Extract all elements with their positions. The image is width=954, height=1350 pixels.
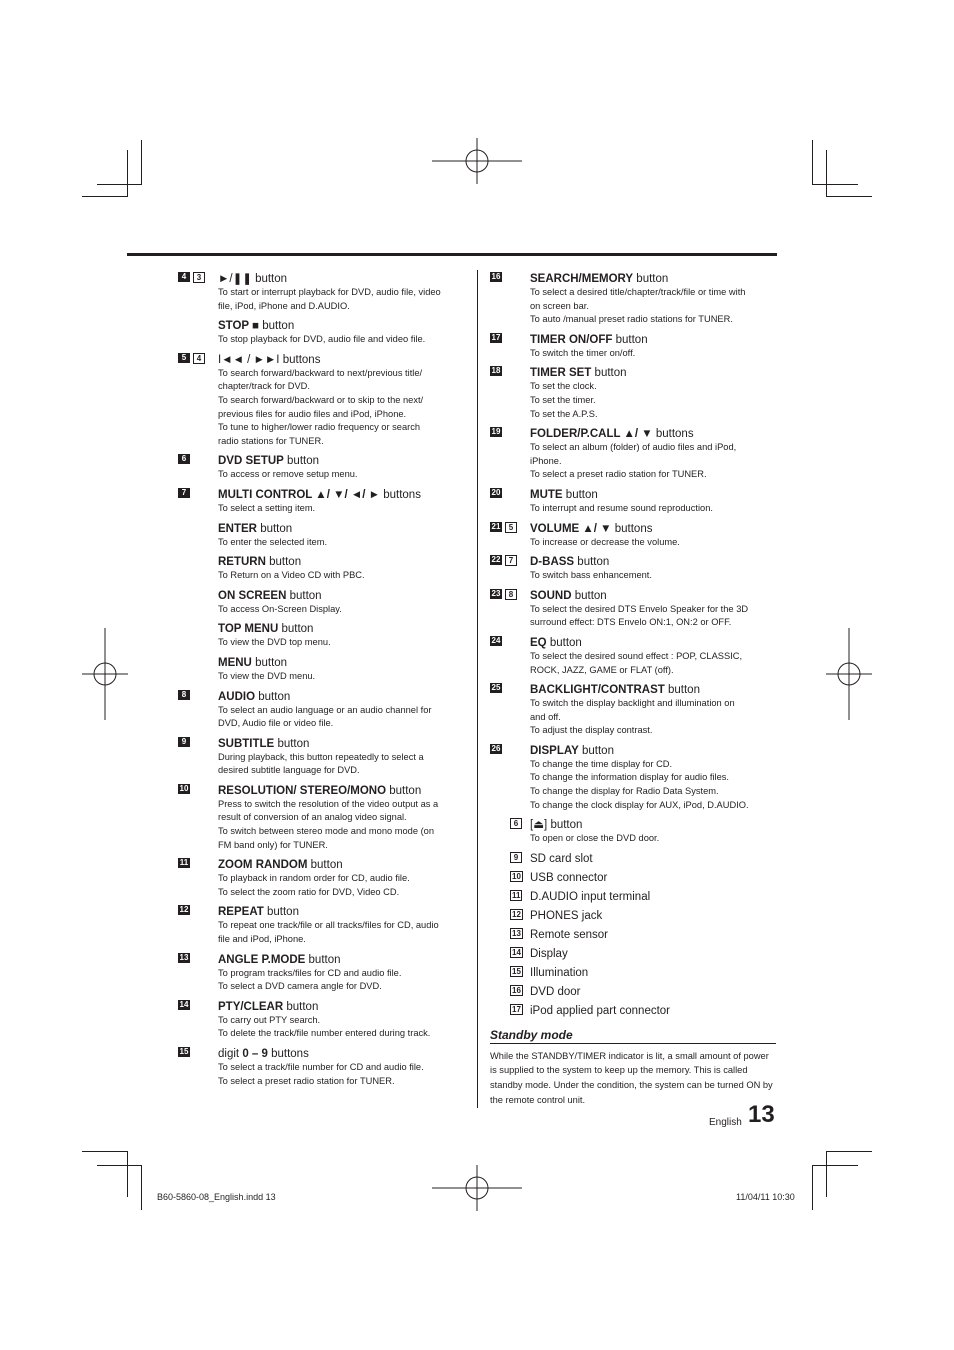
- button-entry: [178, 1047, 464, 1088]
- entry-desc-line: surround effect: DTS Envelo ON:1, ON:2 or OFF.: [530, 617, 732, 628]
- title-bold: RETURN: [218, 556, 266, 569]
- callout-badge: 9: [178, 737, 190, 747]
- entry-title: [530, 589, 780, 603]
- callout-badges: [490, 555, 517, 566]
- title-post: button: [636, 273, 669, 285]
- title-post: button: [565, 488, 598, 501]
- entry-desc-line: To select an audio language or an audio channel for: [218, 704, 432, 715]
- callout-badges: [178, 690, 190, 700]
- callout-badges: [490, 272, 502, 282]
- registration-mark: [82, 628, 128, 720]
- title-post: button: [262, 320, 295, 333]
- title-post: button: [286, 1000, 319, 1013]
- entry-desc-line: To change the clock display for AUX, iPod, D.AUDIO.: [530, 799, 749, 810]
- callout-badge: 5: [505, 522, 517, 533]
- callout-badges: [178, 353, 205, 364]
- button-entry: [490, 636, 780, 677]
- entry-desc-line: To select a track/file number for CD and audio file.: [218, 1062, 424, 1072]
- entry-title: [530, 683, 780, 697]
- entry-desc-line: To search forward/backward or to skip to the next/: [218, 394, 424, 405]
- callout-badges: [178, 737, 190, 747]
- entry-desc-line: To view the DVD top menu.: [218, 637, 331, 648]
- entry-title: [530, 272, 780, 286]
- crop-mark: [127, 150, 128, 196]
- entry-title: [218, 522, 464, 536]
- title-bold: SEARCH/MEMORY: [530, 273, 634, 285]
- entry-desc-line: To playback in random order for CD, audio file.: [218, 873, 410, 884]
- button-entry: [178, 319, 464, 347]
- entry-desc-line: To set the A.P.S.: [530, 408, 598, 419]
- entry-desc-line: To select a DVD camera angle for DVD.: [218, 981, 382, 992]
- entry-title: [218, 319, 464, 333]
- right-column: [490, 272, 780, 1107]
- button-entry: [490, 333, 780, 361]
- eject-entry: [490, 818, 780, 846]
- title-post: button: [582, 744, 614, 757]
- entry-desc-line: To change the display for Radio Data System.: [530, 786, 719, 797]
- button-entry: [178, 454, 464, 482]
- callout-badges: [178, 858, 190, 868]
- callout-badge: 16: [512, 985, 521, 995]
- entry-desc-line: radio stations for TUNER.: [218, 435, 324, 446]
- entry-desc-line: To interrupt and resume sound reproduction.: [530, 502, 713, 513]
- entry-title: [218, 555, 464, 569]
- footer-language: English: [709, 1117, 742, 1128]
- entry-title: [218, 737, 464, 751]
- title-post: buttons: [271, 1048, 309, 1060]
- callout-badge: 26: [491, 743, 501, 753]
- callout-badges: [490, 488, 502, 498]
- button-entry: [178, 272, 464, 313]
- footer-filename: B60-5860-08_English.indd 13: [157, 1192, 276, 1202]
- entry-desc-line: To repeat one track/file or all tracks/files for CD, audio: [218, 920, 439, 931]
- crop-mark: [141, 1165, 142, 1210]
- crop-mark: [141, 140, 142, 185]
- crop-mark: [812, 140, 813, 185]
- entry-title: [218, 488, 464, 502]
- entry-title: [218, 1047, 464, 1061]
- callout-badge: 8: [505, 589, 517, 600]
- entry-desc-line: To access or remove setup menu.: [218, 469, 358, 480]
- registration-mark: [826, 628, 872, 720]
- entry-desc-line: To view the DVD menu.: [218, 670, 316, 681]
- callout-badges: [178, 905, 190, 915]
- callout-badge: 7: [178, 488, 190, 498]
- entry-title: [218, 622, 464, 636]
- part-list-item: [490, 909, 780, 923]
- title-post: button: [289, 589, 322, 602]
- entry-desc-line: To switch the display backlight and illumination on: [530, 698, 735, 709]
- part-list-item: [490, 871, 780, 885]
- entry-desc-line: To program tracks/files for CD and audio file.: [218, 967, 402, 978]
- title-bold: ANGLE P.MODE: [218, 953, 306, 966]
- button-entry: [490, 427, 780, 482]
- callout-badge: 7: [505, 555, 517, 566]
- button-entry: [490, 589, 780, 630]
- title-post: buttons: [383, 488, 421, 501]
- button-entry: [490, 522, 780, 550]
- part-list-item: [490, 966, 780, 980]
- entry-desc-line: FM band only) for TUNER.: [218, 839, 328, 850]
- title-post: button: [277, 737, 310, 750]
- entry-title: [218, 589, 464, 603]
- callout-badge: 17: [491, 332, 501, 342]
- button-entry: [178, 589, 464, 617]
- entry-desc-line: To auto /manual preset radio stations for TUNER.: [530, 314, 733, 325]
- eject-desc: To open or close the DVD door.: [530, 833, 660, 844]
- button-entry: [178, 953, 464, 994]
- part-list-item: [490, 928, 780, 942]
- title-post: button: [255, 656, 288, 669]
- callout-badges: [178, 454, 190, 464]
- entry-title: [218, 858, 464, 872]
- title-bold: BACKLIGHT/CONTRAST: [530, 684, 665, 697]
- page-number: 13: [748, 1101, 775, 1128]
- title-bold: REPEAT: [218, 906, 264, 919]
- callout-badge: 13: [179, 952, 189, 962]
- callout-badge: 3: [193, 272, 205, 283]
- callout-badge: 20: [491, 487, 501, 497]
- title-post: button: [549, 636, 582, 649]
- title-post: button: [594, 367, 627, 380]
- registration-mark: [432, 138, 522, 184]
- entry-title: [530, 744, 780, 758]
- entry-desc-line: During playback, this button repeatedly to select a: [218, 751, 424, 762]
- part-label: Illumination: [530, 966, 589, 979]
- entry-desc-line: To search forward/backward to next/previous title/: [218, 367, 423, 378]
- title-icon: ►/❚❚: [218, 273, 252, 285]
- column-divider: [477, 270, 478, 1108]
- part-list-item: [490, 947, 780, 961]
- crop-mark: [127, 1151, 128, 1197]
- entry-title: [218, 784, 464, 798]
- button-entry: [490, 555, 780, 583]
- title-bold: VOLUME ▲/ ▼: [530, 522, 612, 535]
- title-post: button: [287, 455, 320, 468]
- callout-badge: 11: [512, 890, 521, 900]
- entry-title: [530, 636, 780, 650]
- entry-title: [218, 1000, 464, 1014]
- callout-badges: [490, 427, 502, 437]
- title-bold: ON SCREEN: [218, 589, 287, 602]
- crop-mark: [826, 196, 872, 197]
- title-post: button: [258, 690, 291, 703]
- button-entry: [490, 272, 780, 327]
- entry-desc-line: To select an album (folder) of audio files and iPod,: [530, 442, 737, 453]
- title-bold: DISPLAY: [530, 744, 579, 757]
- entry-desc-line: To tune to higher/lower radio frequency or search: [218, 422, 421, 433]
- entry-desc-line: To select the zoom ratio for DVD, Video CD.: [218, 886, 400, 897]
- entry-desc-line: To enter the selected item.: [218, 536, 328, 547]
- title-post: button: [615, 333, 648, 346]
- callout-badge: 12: [512, 909, 521, 919]
- button-entry: [178, 858, 464, 899]
- title-post: button: [308, 953, 341, 966]
- crop-mark: [97, 184, 142, 185]
- button-entry: [490, 683, 780, 738]
- entry-desc-line: To access On-Screen Display.: [218, 603, 342, 614]
- callout-badge: 13: [512, 928, 521, 938]
- title-post: buttons: [282, 353, 321, 366]
- eject-title: [⏏] button: [530, 819, 583, 832]
- callout-badge: 21: [491, 521, 501, 531]
- callout-badge: 14: [179, 999, 189, 1009]
- title-bold: STOP ■: [218, 320, 260, 333]
- button-entry: [178, 905, 464, 946]
- crop-mark: [812, 184, 858, 185]
- entry-desc-line: on screen bar.: [530, 300, 589, 311]
- callout-badge: 24: [491, 635, 501, 645]
- button-entry: [178, 656, 464, 684]
- callout-badges: [490, 636, 502, 646]
- entry-desc-line: chapter/track for DVD.: [218, 381, 310, 392]
- entry-desc-line: To delete the track/file number entered during track.: [218, 1028, 431, 1039]
- entry-title: [218, 905, 464, 919]
- entry-desc-line: file and iPod, iPhone.: [218, 934, 306, 945]
- title-post: button: [281, 623, 314, 636]
- title-post: button: [267, 906, 299, 919]
- title-post: button: [255, 273, 288, 285]
- callout-badge: 23: [491, 588, 501, 598]
- callout-badge: 12: [179, 905, 189, 915]
- title-post: button: [260, 522, 293, 535]
- callout-badge: 4: [178, 272, 190, 282]
- entry-title: [530, 488, 780, 502]
- entry-title: [530, 333, 780, 347]
- entry-title: [218, 353, 464, 367]
- callout-badge: 18: [491, 366, 501, 376]
- entry-title: [530, 366, 780, 380]
- button-entry: [490, 366, 780, 421]
- part-label: iPod applied part connector: [530, 1004, 671, 1017]
- title-bold: MENU: [218, 656, 252, 669]
- crop-mark: [826, 1151, 827, 1197]
- part-label: SD card slot: [530, 852, 593, 865]
- title-post: button: [574, 589, 607, 602]
- crop-mark: [812, 1165, 813, 1210]
- entry-title: [530, 427, 780, 441]
- button-entry: [178, 353, 464, 449]
- crop-mark: [826, 150, 827, 196]
- title-post: button: [310, 859, 343, 872]
- entry-desc-line: file, iPod, iPhone and D.AUDIO.: [218, 300, 350, 311]
- title-icon: I◄◄ / ►►I: [218, 353, 280, 366]
- title-bold: D-BASS: [530, 556, 575, 569]
- button-entry: [490, 488, 780, 516]
- title-post: button: [389, 784, 422, 797]
- title-pre: digit: [218, 1048, 240, 1060]
- title-bold: SUBTITLE: [218, 737, 275, 750]
- callout-badges: [178, 953, 190, 963]
- callout-badge: 6: [178, 454, 190, 464]
- callout-badge: 5: [178, 353, 190, 363]
- button-entry: [178, 522, 464, 550]
- entry-desc-line: To select a preset radio station for TUNER.: [218, 1075, 395, 1086]
- button-entry: [178, 737, 464, 778]
- callout-badge: 16: [491, 272, 501, 281]
- right-entries: [490, 272, 780, 812]
- title-bold: ENTER: [218, 522, 257, 535]
- entry-desc-line: To select a setting item.: [218, 502, 316, 513]
- entry-title: [218, 272, 464, 286]
- button-entry: [178, 784, 464, 852]
- entry-desc-line: To stop playback for DVD, audio file and video file.: [218, 334, 426, 345]
- title-bold: DVD SETUP: [218, 455, 284, 468]
- callout-badges: [178, 1000, 190, 1010]
- title-bold: EQ: [530, 636, 547, 649]
- callout-badge: 17: [512, 1004, 521, 1014]
- part-list: [490, 852, 780, 1018]
- callout-badges: [178, 1047, 190, 1057]
- title-post: button: [269, 556, 302, 569]
- title-bold: ZOOM RANDOM: [218, 859, 308, 872]
- callout-badges: [178, 784, 190, 794]
- entry-desc-line: To adjust the display contrast.: [530, 725, 653, 736]
- entry-desc-line: iPhone.: [530, 455, 562, 466]
- title-bold: FOLDER/P.CALL ▲/ ▼: [530, 428, 653, 441]
- title-post: button: [577, 556, 610, 569]
- entry-desc-line: and off.: [530, 711, 561, 722]
- entry-desc-line: To switch bass enhancement.: [530, 570, 652, 581]
- callout-badge: 10: [512, 871, 521, 881]
- entry-desc-line: Press to switch the resolution of the video output as a: [218, 798, 439, 809]
- entry-desc-line: To switch between stereo mode and mono mode (on: [218, 826, 435, 837]
- entry-desc-line: To select the desired sound effect : POP, CLASSIC,: [530, 650, 743, 661]
- part-list-item: [490, 852, 780, 866]
- title-post: buttons: [655, 428, 694, 441]
- title-bold: MULTI CONTROL ▲/ ▼/ ◄/ ►: [218, 488, 381, 501]
- entry-title: [218, 690, 464, 704]
- title-bold: MUTE: [530, 488, 563, 501]
- part-label: D.AUDIO input terminal: [530, 890, 651, 903]
- callout-badge: 19: [491, 427, 501, 437]
- button-entry: [178, 1000, 464, 1041]
- callout-badge: 10: [179, 783, 189, 793]
- part-list-item: [490, 985, 780, 999]
- title-bold: TIMER ON/OFF: [530, 333, 613, 346]
- crop-mark: [82, 1151, 128, 1152]
- entry-desc-line: To select a preset radio station for TUNER.: [530, 469, 707, 480]
- part-label: Display: [530, 947, 568, 960]
- crop-mark: [97, 1165, 142, 1166]
- button-entry: [178, 622, 464, 650]
- entry-desc-line: To set the timer.: [530, 394, 596, 405]
- title-bold: TIMER SET: [530, 367, 592, 380]
- entry-desc-line: To change the information display for audio files.: [530, 772, 729, 783]
- entry-desc-line: To select a desired title/chapter/track/file or time with: [530, 287, 746, 297]
- title-bold: AUDIO: [218, 690, 256, 703]
- entry-title: [218, 656, 464, 670]
- entry-desc-line: ROCK, JAZZ, GAME or FLAT (off).: [530, 664, 674, 675]
- entry-title: [530, 555, 780, 569]
- callout-badge: 25: [491, 683, 501, 693]
- entry-desc-line: DVD, Audio file or video file.: [218, 718, 334, 729]
- callout-badges: [490, 683, 502, 693]
- callout-badges: [490, 333, 502, 343]
- title-post: buttons: [614, 522, 653, 535]
- callout-badge: 15: [512, 966, 521, 976]
- callout-badge: 8: [178, 690, 190, 700]
- crop-mark: [826, 1151, 872, 1152]
- button-entry: [490, 744, 780, 812]
- left-column: [178, 272, 464, 1094]
- part-list-item: [490, 1004, 780, 1018]
- entry-desc-line: To select the desired DTS Envelo Speaker for the 3D: [530, 603, 749, 614]
- callout-badge: 15: [179, 1047, 189, 1056]
- entry-desc-line: To start or interrupt playback for DVD, audio file, video: [218, 287, 441, 297]
- entry-desc-line: To carry out PTY search.: [218, 1014, 321, 1025]
- standby-text: While the STANDBY/TIMER indicator is lit, a small amount of power is supplied to the system to keep up the memory. This is called standby mode. Under the condition, the system can be turned ON by the remote control unit.: [490, 1050, 773, 1105]
- entry-desc-line: result of conversion of an analog video signal.: [218, 812, 407, 823]
- crop-mark: [82, 196, 128, 197]
- entry-desc-line: To change the time display for CD.: [530, 758, 673, 769]
- entry-title: [530, 522, 780, 536]
- entry-title: [218, 454, 464, 468]
- callout-badges: [490, 744, 502, 754]
- callout-badge: 14: [512, 947, 521, 957]
- callout-badges: [490, 366, 502, 376]
- title-bold: SOUND: [530, 589, 572, 602]
- part-list-item: [490, 890, 780, 904]
- standby-heading: Standby mode: [490, 1028, 776, 1044]
- button-entry: [178, 555, 464, 583]
- callout-badge: 9: [510, 852, 522, 863]
- part-label: PHONES jack: [530, 909, 603, 922]
- entry-desc-line: To Return on a Video CD with PBC.: [218, 570, 365, 581]
- callout-badge: 6: [510, 818, 522, 829]
- callout-badge: 11: [179, 858, 189, 868]
- entry-desc-line: To switch the timer on/off.: [530, 347, 636, 358]
- top-rule: [127, 253, 777, 256]
- button-entry: [178, 690, 464, 731]
- callout-badge: 22: [491, 555, 501, 565]
- callout-badges: [178, 488, 190, 498]
- entry-desc-line: previous files for audio files and iPod, iPhone.: [218, 408, 407, 419]
- entry-desc-line: To set the clock.: [530, 381, 597, 392]
- title-bold: PTY/CLEAR: [218, 1000, 284, 1013]
- button-entry: [178, 488, 464, 516]
- entry-title: [218, 953, 464, 967]
- title-bold: 0 – 9: [242, 1048, 268, 1060]
- callout-badge: 4: [193, 353, 205, 364]
- part-label: USB connector: [530, 871, 608, 884]
- entry-desc-line: desired subtitle language for DVD.: [218, 765, 360, 776]
- title-bold: TOP MENU: [218, 623, 279, 636]
- callout-badges: [490, 522, 517, 533]
- footer-date: 11/04/11 10:30: [736, 1192, 795, 1202]
- crop-mark: [812, 1165, 858, 1166]
- title-post: button: [668, 684, 700, 697]
- callout-badges: [178, 272, 205, 283]
- entry-desc-line: To increase or decrease the volume.: [530, 536, 680, 547]
- callout-badges: [490, 589, 517, 600]
- part-label: DVD door: [530, 985, 581, 998]
- part-label: Remote sensor: [530, 928, 608, 941]
- registration-mark: [432, 1165, 522, 1211]
- title-bold: RESOLUTION/ STEREO/MONO: [218, 784, 387, 797]
